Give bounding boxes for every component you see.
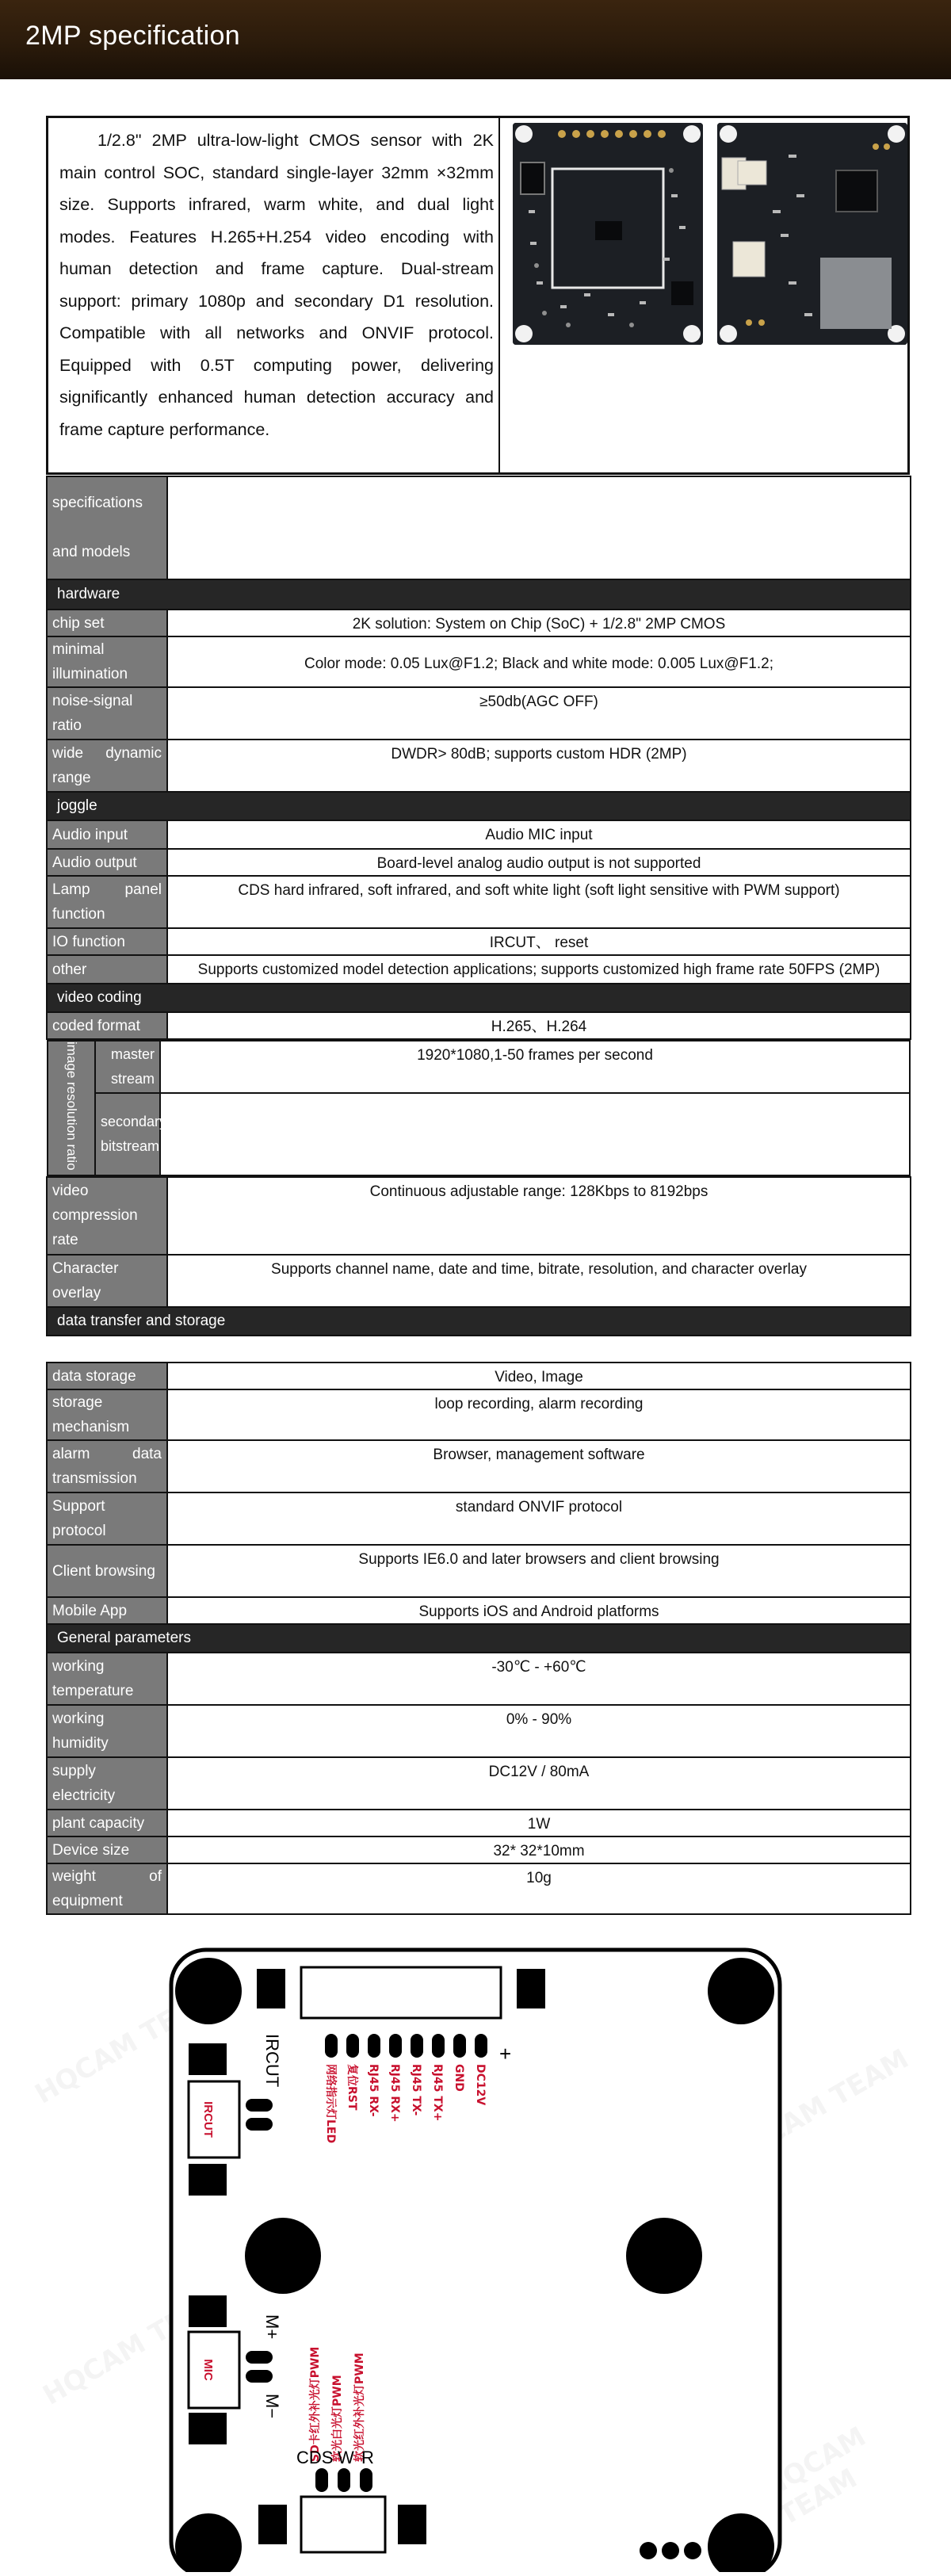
- table-row: [47, 1810, 911, 1836]
- spec-label: IO function: [47, 928, 167, 955]
- spec-label: Device size: [47, 1836, 167, 1863]
- spec-value: IRCUT、 reset: [167, 928, 911, 955]
- spec-label: Audio output: [47, 849, 167, 876]
- lens-mount-hole: [245, 2218, 321, 2294]
- table-row: [47, 1363, 911, 1389]
- spec-value: Browser, management software: [167, 1440, 911, 1492]
- table-row: [47, 1863, 911, 1914]
- page-header: [0, 0, 951, 79]
- table-row: [47, 1757, 911, 1810]
- spec-label: storage mechanism: [47, 1389, 167, 1440]
- section-general: General parameters: [47, 1624, 911, 1653]
- spec-value: Audio MIC input: [167, 820, 911, 849]
- spec-label: chip set: [47, 610, 167, 636]
- table-row: [47, 1389, 911, 1440]
- spec-table-main: [46, 476, 911, 1336]
- pin-label: DC12V: [474, 2064, 487, 2106]
- spec-label: Lamp panel function: [47, 876, 167, 928]
- section-row: [47, 1307, 911, 1336]
- spec-label: other: [47, 955, 167, 984]
- spec-value: DWDR> 80dB; supports custom HDR (2MP): [167, 740, 911, 792]
- spec-value: 32* 32*10mm: [167, 1836, 911, 1863]
- spec-value: 10g: [167, 1863, 911, 1914]
- section-data-transfer: data transfer and storage: [47, 1307, 911, 1336]
- table-row: [47, 476, 911, 579]
- pin-label: RJ45 TX+: [431, 2064, 444, 2122]
- spec-value: standard ONVIF protocol: [167, 1492, 911, 1545]
- spec-label: Client browsing: [47, 1545, 167, 1597]
- test-point: [662, 2542, 679, 2559]
- spec-label: Audio input: [47, 820, 167, 849]
- pcb-back-photo: [717, 123, 907, 345]
- pcb-front-photo: [513, 123, 703, 345]
- pad: [246, 2351, 273, 2364]
- m-plus-label: M+: [262, 2314, 282, 2340]
- board-svg: [0, 1934, 951, 2572]
- pad: [189, 2043, 227, 2075]
- table-row: [47, 928, 911, 955]
- pad: [258, 2505, 287, 2544]
- r-label: R: [361, 2448, 374, 2467]
- spec-value: Color mode: 0.05 Lux@F1.2; Black and white mode: 0.005 Lux@F1.2;: [167, 636, 911, 687]
- spec-label: Support protocol: [47, 1492, 167, 1545]
- table-row: [47, 1012, 911, 1039]
- spec-label: video compression rate: [47, 1177, 167, 1255]
- pad: [257, 1969, 285, 2008]
- models-label: specifications and models: [47, 476, 167, 579]
- spec-value: DC12V / 80mA: [167, 1757, 911, 1810]
- pin-label: RJ45 RX-: [367, 2064, 380, 2117]
- spec-label: coded format: [47, 1012, 167, 1039]
- mounting-hole: [708, 1958, 774, 2024]
- pad: [246, 2099, 273, 2112]
- spec-label: supply electricity: [47, 1757, 167, 1810]
- spec-value: Supports IE6.0 and later browsers and client browsing: [167, 1545, 911, 1597]
- secondary-stream-value: [160, 1093, 910, 1175]
- w-label: W: [338, 2448, 354, 2467]
- intro-panel: [46, 116, 910, 475]
- secondary-stream-label: secondary bitstream: [95, 1093, 160, 1175]
- spec-label: Character overlay: [47, 1255, 167, 1307]
- table-row: [47, 610, 911, 636]
- resolution-label: image resolution ratio: [48, 1041, 95, 1175]
- ircut-box-label: IRCUT: [201, 2101, 215, 2138]
- table-row: [47, 1653, 911, 1705]
- section-row: [47, 1624, 911, 1653]
- table-row: [47, 1255, 911, 1307]
- pad: [189, 2295, 227, 2327]
- spec-label: alarm data transmission: [47, 1440, 167, 1492]
- table-row: [47, 1705, 911, 1757]
- table-row: [47, 1836, 911, 1863]
- pin-label: 复位RST: [346, 2064, 358, 2111]
- spec-label: Mobile App: [47, 1597, 167, 1624]
- spec-value: 0% - 90%: [167, 1705, 911, 1757]
- spec-label: weight of equipment: [47, 1863, 167, 1914]
- m-minus-label: M−: [262, 2394, 282, 2419]
- table-row: [47, 955, 911, 984]
- pin-label: GND: [453, 2064, 465, 2092]
- pad: [398, 2505, 426, 2544]
- table-row: [47, 687, 911, 740]
- spec-label: noise-signal ratio: [47, 687, 167, 740]
- resolution-subtable: [47, 1040, 911, 1176]
- ircut-top-label: IRCUT: [262, 2034, 282, 2088]
- pin-label: 软光红外补光灯PWM: [353, 2352, 366, 2462]
- table-row: [47, 1597, 911, 1624]
- lens-mount-hole: [626, 2218, 702, 2294]
- section-row: [47, 792, 911, 820]
- master-stream-label: master stream: [95, 1041, 160, 1093]
- spec-value: Supports customized model detection applications; supports customized high frame rate 50FPS (2MP): [167, 955, 911, 984]
- mounting-hole: [175, 1958, 242, 2024]
- pad: [315, 2468, 328, 2492]
- board-pinout-diagram: [0, 1934, 951, 2572]
- spec-label: minimal illumination: [47, 636, 167, 687]
- section-joggle: joggle: [47, 792, 911, 820]
- table-row: [47, 849, 911, 876]
- spec-value: 2K solution: System on Chip (SoC) + 1/2.8" 2MP CMOS: [167, 610, 911, 636]
- product-photos: [513, 123, 907, 345]
- plus-label: +: [499, 2042, 512, 2066]
- cds-label: CDS: [296, 2448, 334, 2467]
- pin-label: RJ45 TX-: [410, 2064, 422, 2116]
- spec-value: Board-level analog audio output is not supported: [167, 849, 911, 876]
- table-row: [47, 876, 911, 928]
- pad: [517, 1969, 545, 2008]
- test-point: [684, 2542, 701, 2559]
- spec-value: loop recording, alarm recording: [167, 1389, 911, 1440]
- spec-label: plant capacity: [47, 1810, 167, 1836]
- spec-table-storage: [46, 1362, 911, 1915]
- table-row: [47, 1440, 911, 1492]
- spec-value: H.265、H.264: [167, 1012, 911, 1039]
- pad: [246, 2118, 273, 2131]
- pin-label: RJ45 RX+: [388, 2064, 401, 2123]
- spec-value: Supports iOS and Android platforms: [167, 1597, 911, 1624]
- section-video-coding: video coding: [47, 984, 911, 1012]
- pin-label: 网络指示灯LED: [324, 2064, 337, 2144]
- pin-label: 软光白光灯PWM: [331, 2375, 344, 2462]
- spec-value: Supports channel name, date and time, bitrate, resolution, and character overlay: [167, 1255, 911, 1307]
- master-stream-value: 1920*1080,1-50 frames per second: [160, 1041, 910, 1093]
- pad: [338, 2468, 350, 2492]
- top-connector: [301, 1967, 501, 2018]
- mic-label: MIC: [201, 2359, 215, 2381]
- page-title: 2MP specification: [25, 21, 240, 51]
- spec-value: CDS hard infrared, soft infrared, and soft white light (soft light sensitive with PWM support): [167, 876, 911, 928]
- spec-value: Continuous adjustable range: 128Kbps to 8192bps: [167, 1177, 911, 1255]
- spec-value: ≥50db(AGC OFF): [167, 687, 911, 740]
- spec-value: -30℃ - +60℃: [167, 1653, 911, 1705]
- table-row: [47, 1492, 911, 1545]
- table-row: [47, 636, 911, 687]
- table-row: [47, 1039, 911, 1177]
- spec-label: wide dynamic range: [47, 740, 167, 792]
- test-point: [640, 2542, 657, 2559]
- pad: [360, 2468, 372, 2492]
- models-value: [167, 476, 911, 579]
- spec-label: working humidity: [47, 1705, 167, 1757]
- spec-label: working temperature: [47, 1653, 167, 1705]
- table-row: [47, 1177, 911, 1255]
- section-row: [47, 579, 911, 610]
- spec-label: data storage: [47, 1363, 167, 1389]
- table-row: [47, 740, 911, 792]
- pad: [189, 2413, 227, 2444]
- spec-value: Video, Image: [167, 1363, 911, 1389]
- table-row: [47, 820, 911, 849]
- spec-value: 1W: [167, 1810, 911, 1836]
- pad: [189, 2164, 227, 2196]
- intro-description: 1/2.8" 2MP ultra-low-light CMOS sensor with 2K main control SOC, standard single-layer 32mm ×32mm size. Supports infrared, warm white, and dual light modes. Features H.265+H.254 video encoding with human detection and frame capture. Dual-stream support: primary 1080p and secondary D1 resolution. Compatible with all networks and ONVIF protocol. Equipped with 0.5T computing power, delivering significantly enhanced human detection accuracy and frame capture performance.: [55, 118, 500, 472]
- pad: [246, 2370, 273, 2383]
- cds-connector: [301, 2497, 385, 2552]
- pin-label: SD卡红外补光灯PWM: [309, 2346, 322, 2462]
- section-hardware: hardware: [47, 579, 911, 610]
- table-row: [47, 1545, 911, 1597]
- section-row: [47, 984, 911, 1012]
